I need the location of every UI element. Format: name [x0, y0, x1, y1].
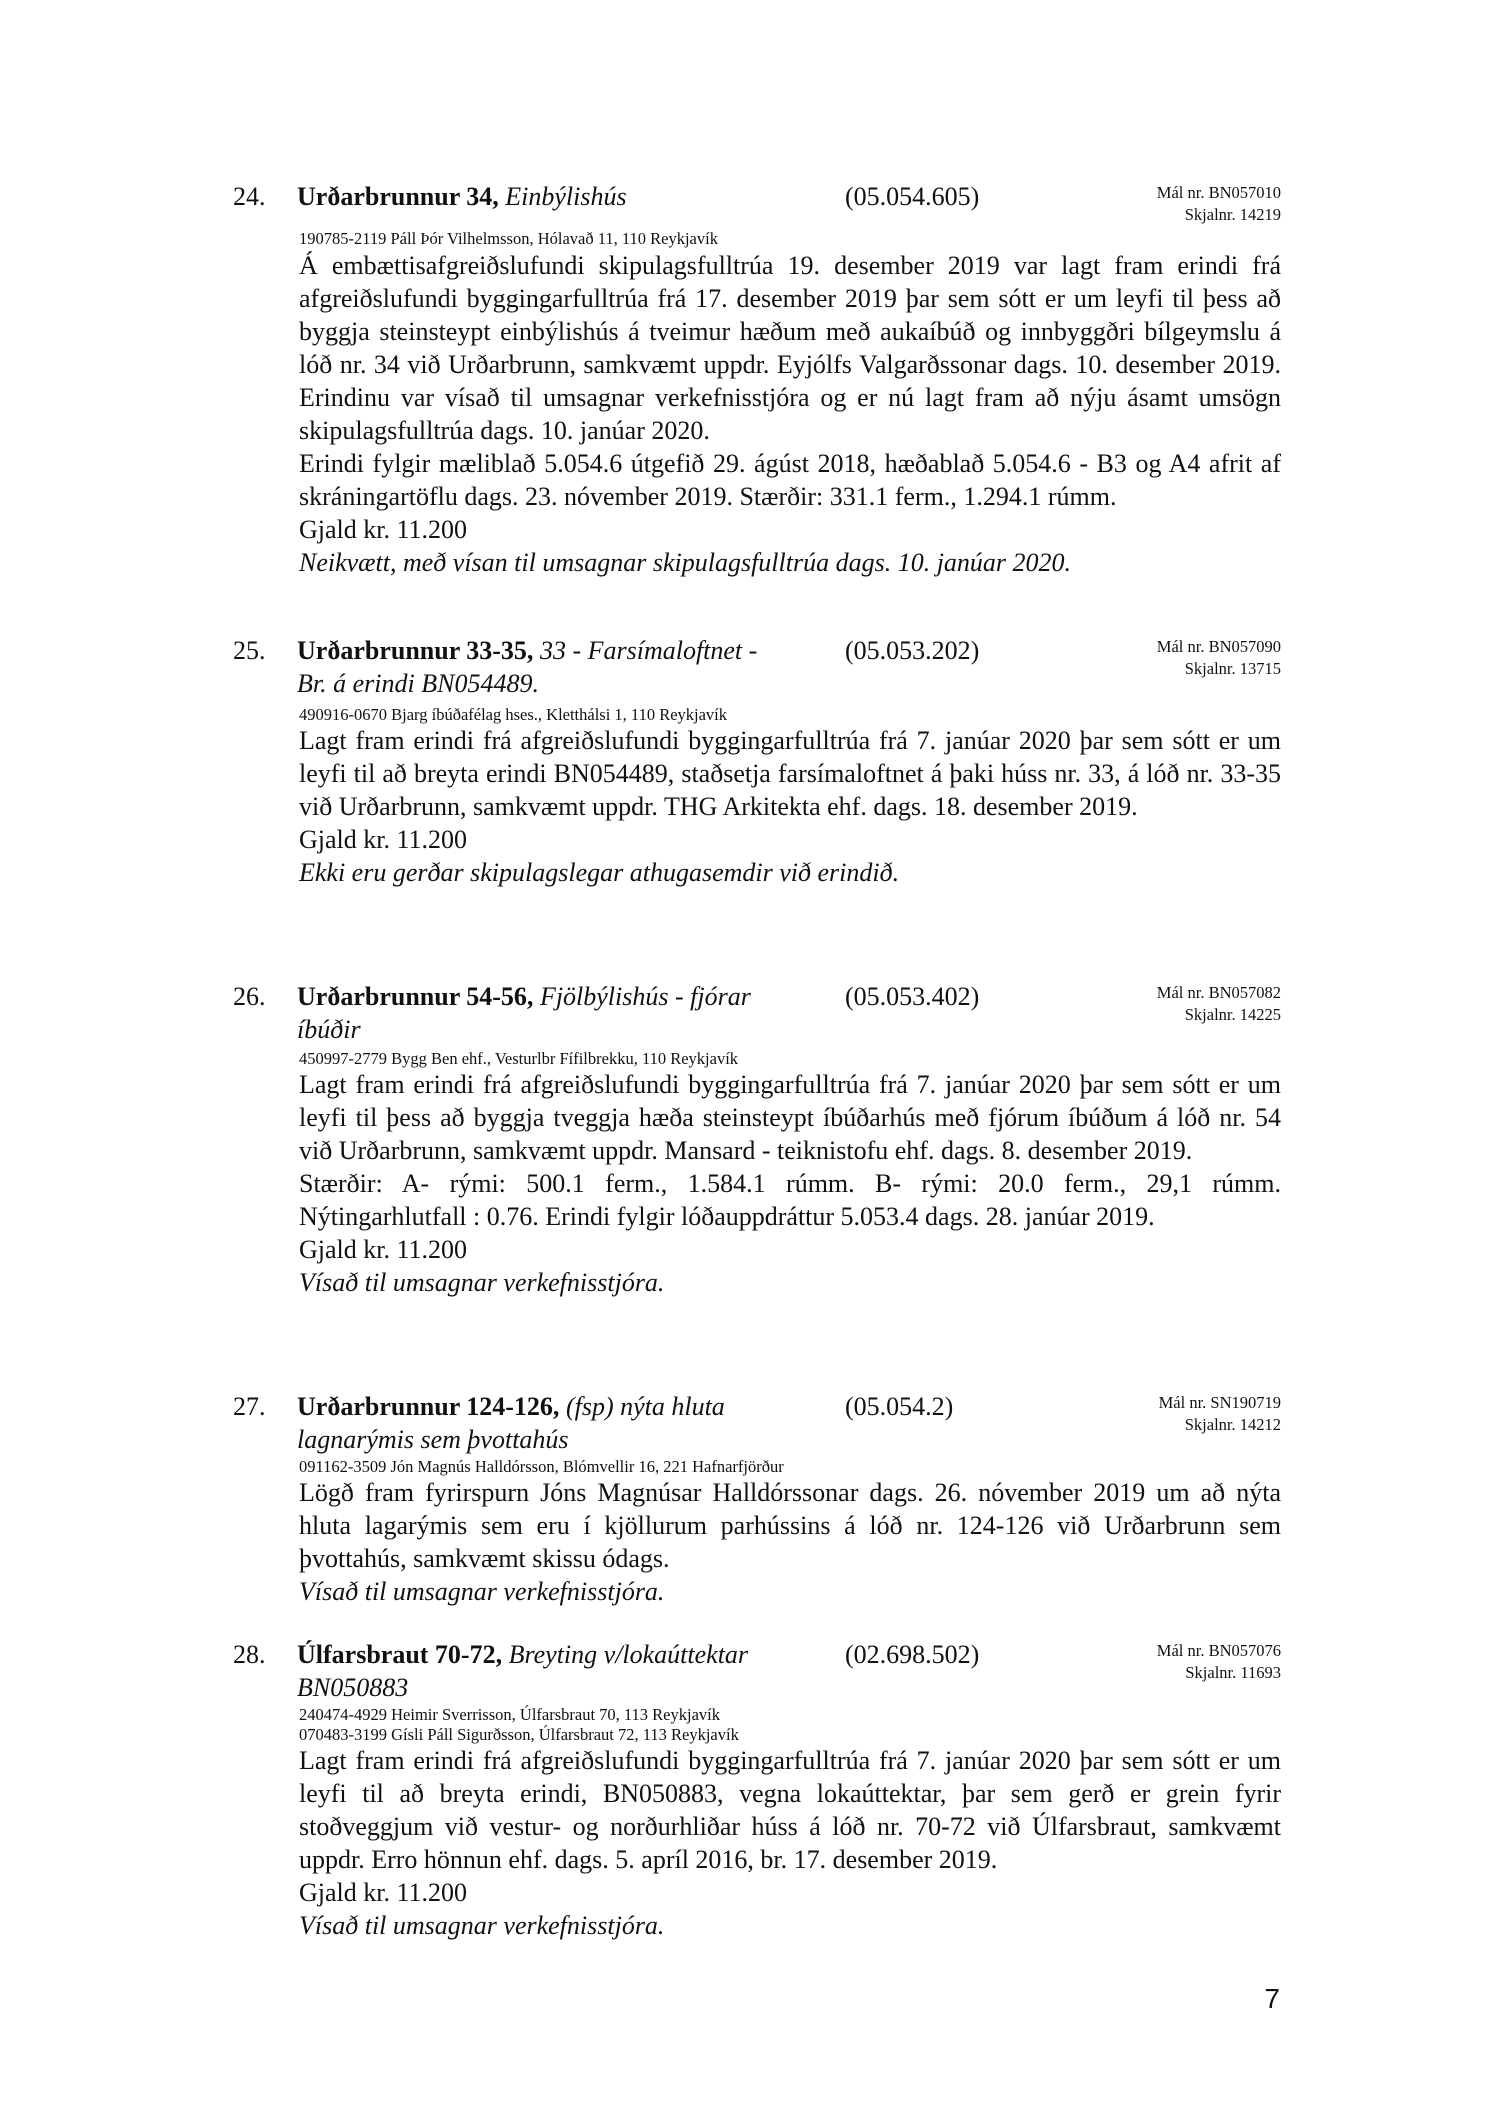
entry-subtitle-cont: BN050883 [297, 1673, 409, 1702]
entry-title: Úlfarsbraut 70-72, [297, 1640, 503, 1669]
owner-line: 070483-3199 Gísli Páll Sigurðsson, Úlfarsbraut 72, 113 Reykjavík [299, 1725, 739, 1744]
land-code: (05.053.402) [845, 982, 980, 1011]
skjal-number: Skjalnr. 11693 [1185, 1663, 1281, 1682]
entry-body [299, 724, 1281, 889]
paragraph: Stærðir: A- rými: 500.1 ferm., 1.584.1 rúmm. B- rými: 20.0 ferm., 29,1 rúmm. Nýtingarhlutfall : 0.76. Erindi fylgir lóðauppdráttur 5.053.4 dags. 28. janúar 2019. [299, 1169, 1281, 1231]
entry-body [299, 1068, 1281, 1299]
paragraph: Lagt fram erindi frá afgreiðslufundi byggingarfulltrúa frá 7. janúar 2020 þar sem sótt er um leyfi til að breyta erindi BN054489, staðsetja farsímaloftnet á þaki húss nr. 33, á lóð nr. 33-35 við Urðarbrunn, samkvæmt uppdr. THG Arkitekta ehf. dags. 18. desember 2019. [299, 726, 1281, 821]
entry-subtitle-cont: Br. á erindi BN054489. [297, 669, 539, 698]
conclusion: Vísað til umsagnar verkefnisstjóra. [299, 1577, 665, 1606]
entry-title: Urðarbrunnur 34, [297, 182, 499, 211]
land-code: (05.053.202) [845, 636, 980, 665]
entry-subtitle: Einbýlishús [505, 182, 627, 211]
paragraph: Lögð fram fyrirspurn Jóns Magnúsar Halldórssonar dags. 26. nóvember 2019 um að nýta hluta lagarýmis sem eru í kjöllurum parhússins á lóð nr. 124-126 við Urðarbrunn sem þvottahús, samkvæmt skissu ódags. [299, 1478, 1281, 1573]
entry-title: Urðarbrunnur 124-126, [297, 1392, 560, 1421]
owner-line: 490916-0670 Bjarg íbúðafélag hses., Kletthálsi 1, 110 Reykjavík [299, 705, 728, 724]
entry-heading [297, 180, 817, 213]
land-code: (02.698.502) [845, 1640, 980, 1669]
page-number: 7 [1264, 1983, 1280, 2014]
skjal-number: Skjalnr. 14212 [1184, 1415, 1281, 1434]
conclusion: Ekki eru gerðar skipulagslegar athugasemdir við erindið. [299, 858, 900, 887]
owner-line: 190785-2119 Páll Þór Vilhelmsson, Hólavað 11, 110 Reykjavík [299, 229, 718, 248]
entry-subtitle-cont: íbúðir [297, 1015, 361, 1044]
case-reference [1157, 636, 1281, 680]
mal-number: Mál nr. BN057076 [1156, 1641, 1281, 1660]
entry-subtitle: Fjölbýlishús - fjórar [539, 982, 751, 1011]
conclusion: Vísað til umsagnar verkefnisstjóra. [299, 1268, 665, 1297]
skjal-number: Skjalnr. 14225 [1184, 1005, 1281, 1024]
paragraph: Lagt fram erindi frá afgreiðslufundi byggingarfulltrúa frá 7. janúar 2020 þar sem sótt er um leyfi til að breyta erindi, BN050883, vegna lokaúttektar, þar sem gerð er grein fyrir stoðveggjum við vestur- og norðurhliðar húss á lóð nr. 70-72 við Úlfarsbraut, samkvæmt uppdr. Erro hönnun ehf. dags. 5. apríl 2016, br. 17. desember 2019. [299, 1746, 1281, 1874]
owner-line: 450997-2779 Bygg Ben ehf., Vesturlbr Fífilbrekku, 110 Reykjavík [299, 1049, 739, 1068]
case-reference [1157, 182, 1281, 226]
case-reference [1159, 1392, 1281, 1436]
paragraph: Gjald kr. 11.200 [299, 1878, 468, 1907]
owner-line: 240474-4929 Heimir Sverrisson, Úlfarsbraut 70, 113 Reykjavík [299, 1705, 720, 1724]
mal-number: Mál nr. BN057082 [1156, 983, 1281, 1002]
land-code: (05.054.2) [845, 1392, 954, 1421]
entry-number: 27. [233, 1392, 266, 1421]
entry-number: 24. [233, 182, 266, 211]
entry-subtitle: (fsp) nýta hluta [565, 1392, 725, 1421]
conclusion: Vísað til umsagnar verkefnisstjóra. [299, 1911, 665, 1940]
conclusion: Neikvætt, með vísan til umsagnar skipulagsfulltrúa dags. 10. janúar 2020. [299, 548, 1072, 577]
entry-subtitle-cont: lagnarýmis sem þvottahús [297, 1425, 569, 1454]
entry-number: 26. [233, 982, 266, 1011]
entry-number: 25. [233, 636, 266, 665]
case-reference [1157, 982, 1281, 1026]
entry-number: 28. [233, 1640, 266, 1669]
entry-heading [297, 980, 817, 1046]
mal-number: Mál nr. BN057090 [1156, 637, 1281, 656]
paragraph: Lagt fram erindi frá afgreiðslufundi byggingarfulltrúa frá 7. janúar 2020 þar sem sótt er um leyfi til þess að byggja tveggja hæða steinsteypt íbúðarhús með fjórum íbúðum á lóð nr. 54 við Urðarbrunn, samkvæmt uppdr. Mansard - teiknistofu ehf. dags. 8. desember 2019. [299, 1070, 1281, 1165]
paragraph: Gjald kr. 11.200 [299, 825, 468, 854]
paragraph: Á embættisafgreiðslufundi skipulagsfulltrúa 19. desember 2019 var lagt fram erindi frá afgreiðslufundi byggingarfulltrúa frá 17. desember 2019 þar sem sótt er um leyfi til þess að byggja steinsteypt einbýlishús á tveimur hæðum með aukaíbúð og innbyggðri bílgeymslu á lóð nr. 34 við Urðarbrunn, samkvæmt uppdr. Eyjólfs Valgarðssonar dags. 10. desember 2019. Erindinu var vísað til umsagnar verkefnisstjóra og er nú lagt fram að nýju ásamt umsögn skipulagsfulltrúa dags. 10. janúar 2020. [299, 251, 1281, 445]
skjal-number: Skjalnr. 14219 [1184, 205, 1281, 224]
paragraph: Gjald kr. 11.200 [299, 515, 468, 544]
land-code: (05.054.605) [845, 182, 980, 211]
entry-title: Urðarbrunnur 54-56, [297, 982, 534, 1011]
mal-number: Mál nr. SN190719 [1158, 1393, 1281, 1412]
entry-heading [297, 1390, 817, 1456]
entry-subtitle: Breyting v/lokaúttektar [508, 1640, 749, 1669]
entry-body [299, 1476, 1281, 1608]
entry-title: Urðarbrunnur 33-35, [297, 636, 534, 665]
entry-subtitle: 33 - Farsímaloftnet - [539, 636, 758, 665]
entry-heading [297, 634, 817, 700]
owner-line: 091162-3509 Jón Magnús Halldórsson, Blómvellir 16, 221 Hafnarfjörður [299, 1457, 784, 1476]
entry-heading [297, 1638, 817, 1704]
case-reference [1157, 1640, 1281, 1684]
mal-number: Mál nr. BN057010 [1156, 183, 1281, 202]
entry-body [299, 1744, 1281, 1942]
paragraph: Gjald kr. 11.200 [299, 1235, 468, 1264]
skjal-number: Skjalnr. 13715 [1184, 659, 1281, 678]
entry-body [299, 249, 1281, 579]
paragraph: Erindi fylgir mæliblað 5.054.6 útgefið 29. ágúst 2018, hæðablað 5.054.6 - B3 og A4 afrit af skráningartöflu dags. 23. nóvember 2019. Stærðir: 331.1 ferm., 1.294.1 rúmm. [299, 449, 1281, 511]
